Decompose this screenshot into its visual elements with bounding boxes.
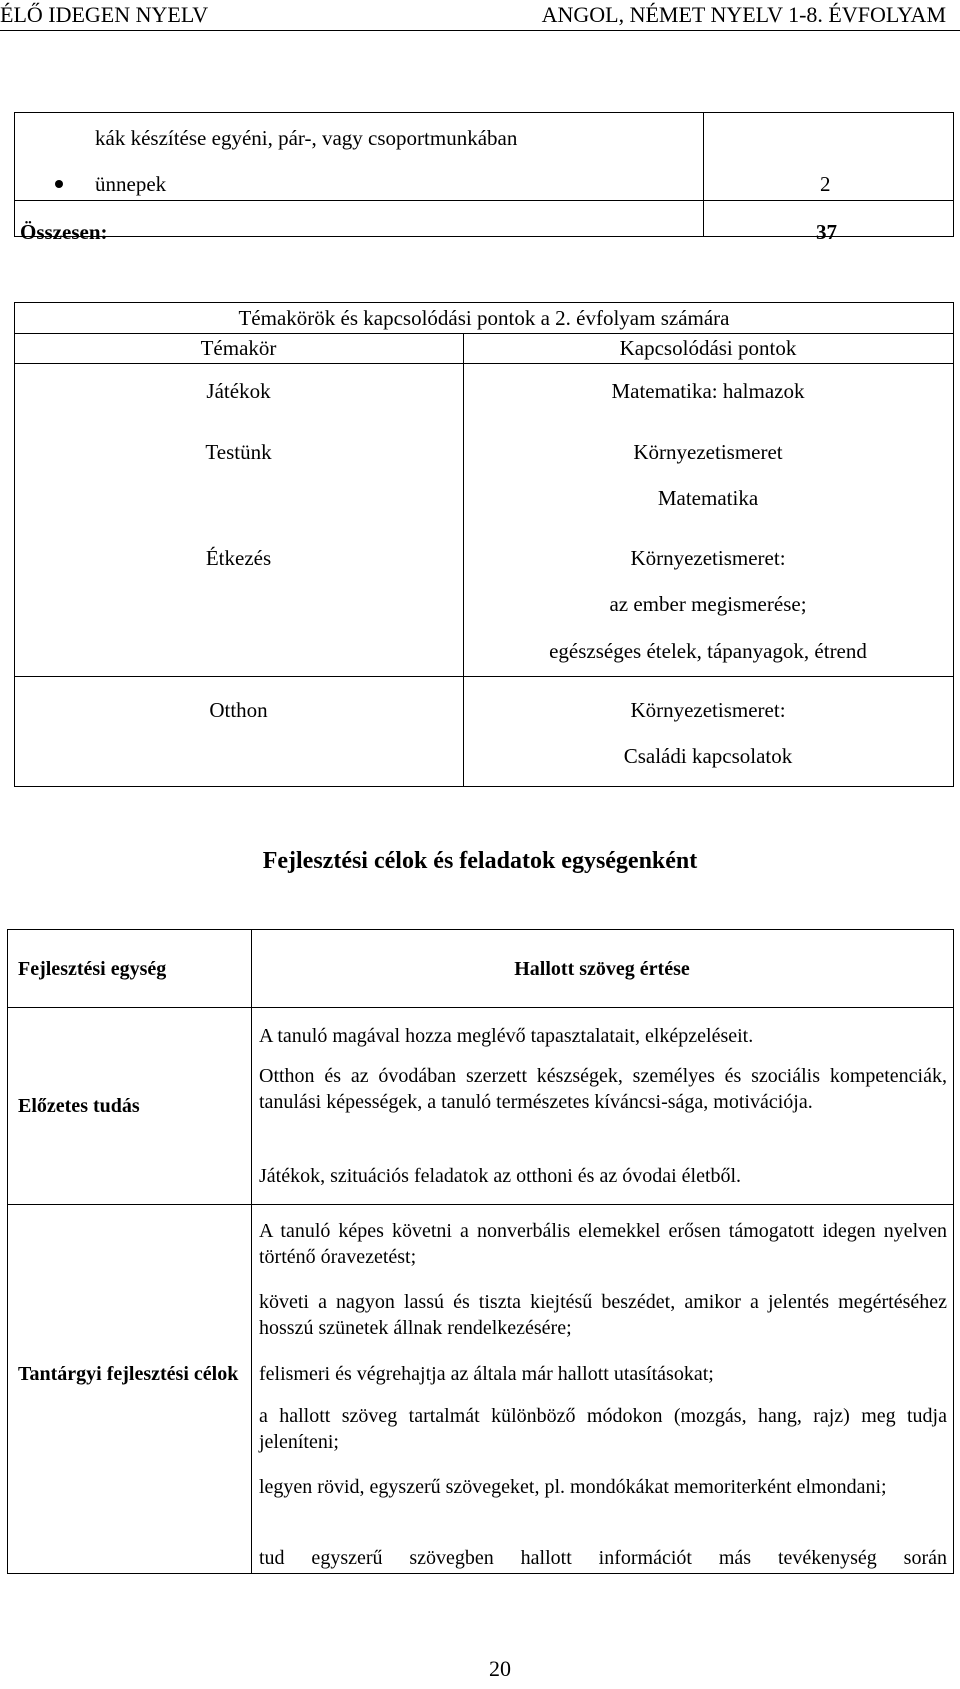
total-label: Összesen:: [20, 220, 108, 244]
header-right: ANGOL, NÉMET NYELV 1-8. ÉVFOLYAM: [541, 2, 946, 27]
link-cell: az ember megismerése;: [609, 592, 807, 616]
column-header-topic: Témakör: [200, 336, 277, 360]
page-number: 20: [489, 1656, 511, 1681]
link-cell: Matematika: [657, 486, 759, 510]
table-row-text: kák készítése egyéni, pár-, vagy csoportmunkában: [95, 126, 518, 150]
goal-paragraph: követi a nagyon lassú és tiszta kiejtésű beszédet, amikor a jelentés megértéséhez hosszú szünetek állnak rendelkezésére;: [259, 1291, 947, 1339]
bullet-icon: [55, 180, 63, 188]
unit-value: Hallott szöveg értése: [514, 958, 690, 980]
header-rule: [0, 30, 960, 31]
goal-paragraph: legyen rövid, egyszerű szövegeket, pl. mondókákat memoriterként elmondani;: [259, 1476, 887, 1498]
topic-cell: Otthon: [209, 698, 268, 722]
prior-paragraph: A tanuló magával hozza meglévő tapasztalatait, elképzeléseit.: [259, 1025, 754, 1047]
header-left: ÉLŐ IDEGEN NYELV: [0, 2, 209, 27]
link-cell: Matematika: halmazok: [611, 379, 805, 403]
link-cell: Környezetismeret:: [630, 546, 786, 570]
prior-paragraph: Otthon és az óvodában szerzett készségek, személyes és szociális kompetenciák, tanulási képességek, a tanuló természetes kíváncsi-sága, motivációja.: [259, 1065, 947, 1113]
topic-cell: Testünk: [205, 440, 272, 464]
topic-cell: Étkezés: [205, 546, 272, 570]
table-row-text: ünnepek: [95, 172, 167, 196]
hours-value: 2: [820, 172, 831, 196]
section-heading: Fejlesztési célok és feladatok egységenként: [262, 848, 698, 874]
total-value: 37: [816, 220, 837, 244]
goals-label: Tantárgyi fejlesztési célok: [18, 1363, 239, 1385]
topic-cell: Játékok: [206, 379, 271, 403]
unit-label: Fejlesztési egység: [18, 958, 167, 980]
prior-label: Előzetes tudás: [18, 1095, 140, 1117]
column-header-links: Kapcsolódási pontok: [619, 336, 797, 360]
link-cell: Családi kapcsolatok: [623, 744, 793, 768]
link-cell: Környezetismeret:: [630, 698, 786, 722]
prior-paragraph: Játékok, szituációs feladatok az otthoni és az óvodai életből.: [259, 1165, 742, 1187]
link-cell: Környezetismeret: [633, 440, 783, 464]
link-cell: egészséges ételek, tápanyagok, étrend: [549, 639, 867, 663]
goal-paragraph: A tanuló képes követni a nonverbális elemekkel erősen támogatott idegen nyelven történő óravezetést;: [259, 1220, 947, 1268]
table-title: Témakörök és kapcsolódási pontok a 2. évfolyam számára: [238, 306, 730, 330]
goal-paragraph: tud egyszerű szövegben hallott információt más tevékenység során: [259, 1547, 947, 1569]
goal-paragraph: felismeri és végrehajtja az általa már hallott utasításokat;: [259, 1363, 714, 1385]
goal-paragraph: a hallott szöveg tartalmát különböző módokon (mozgás, hang, rajz) meg tudja jeleníteni;: [259, 1405, 947, 1453]
